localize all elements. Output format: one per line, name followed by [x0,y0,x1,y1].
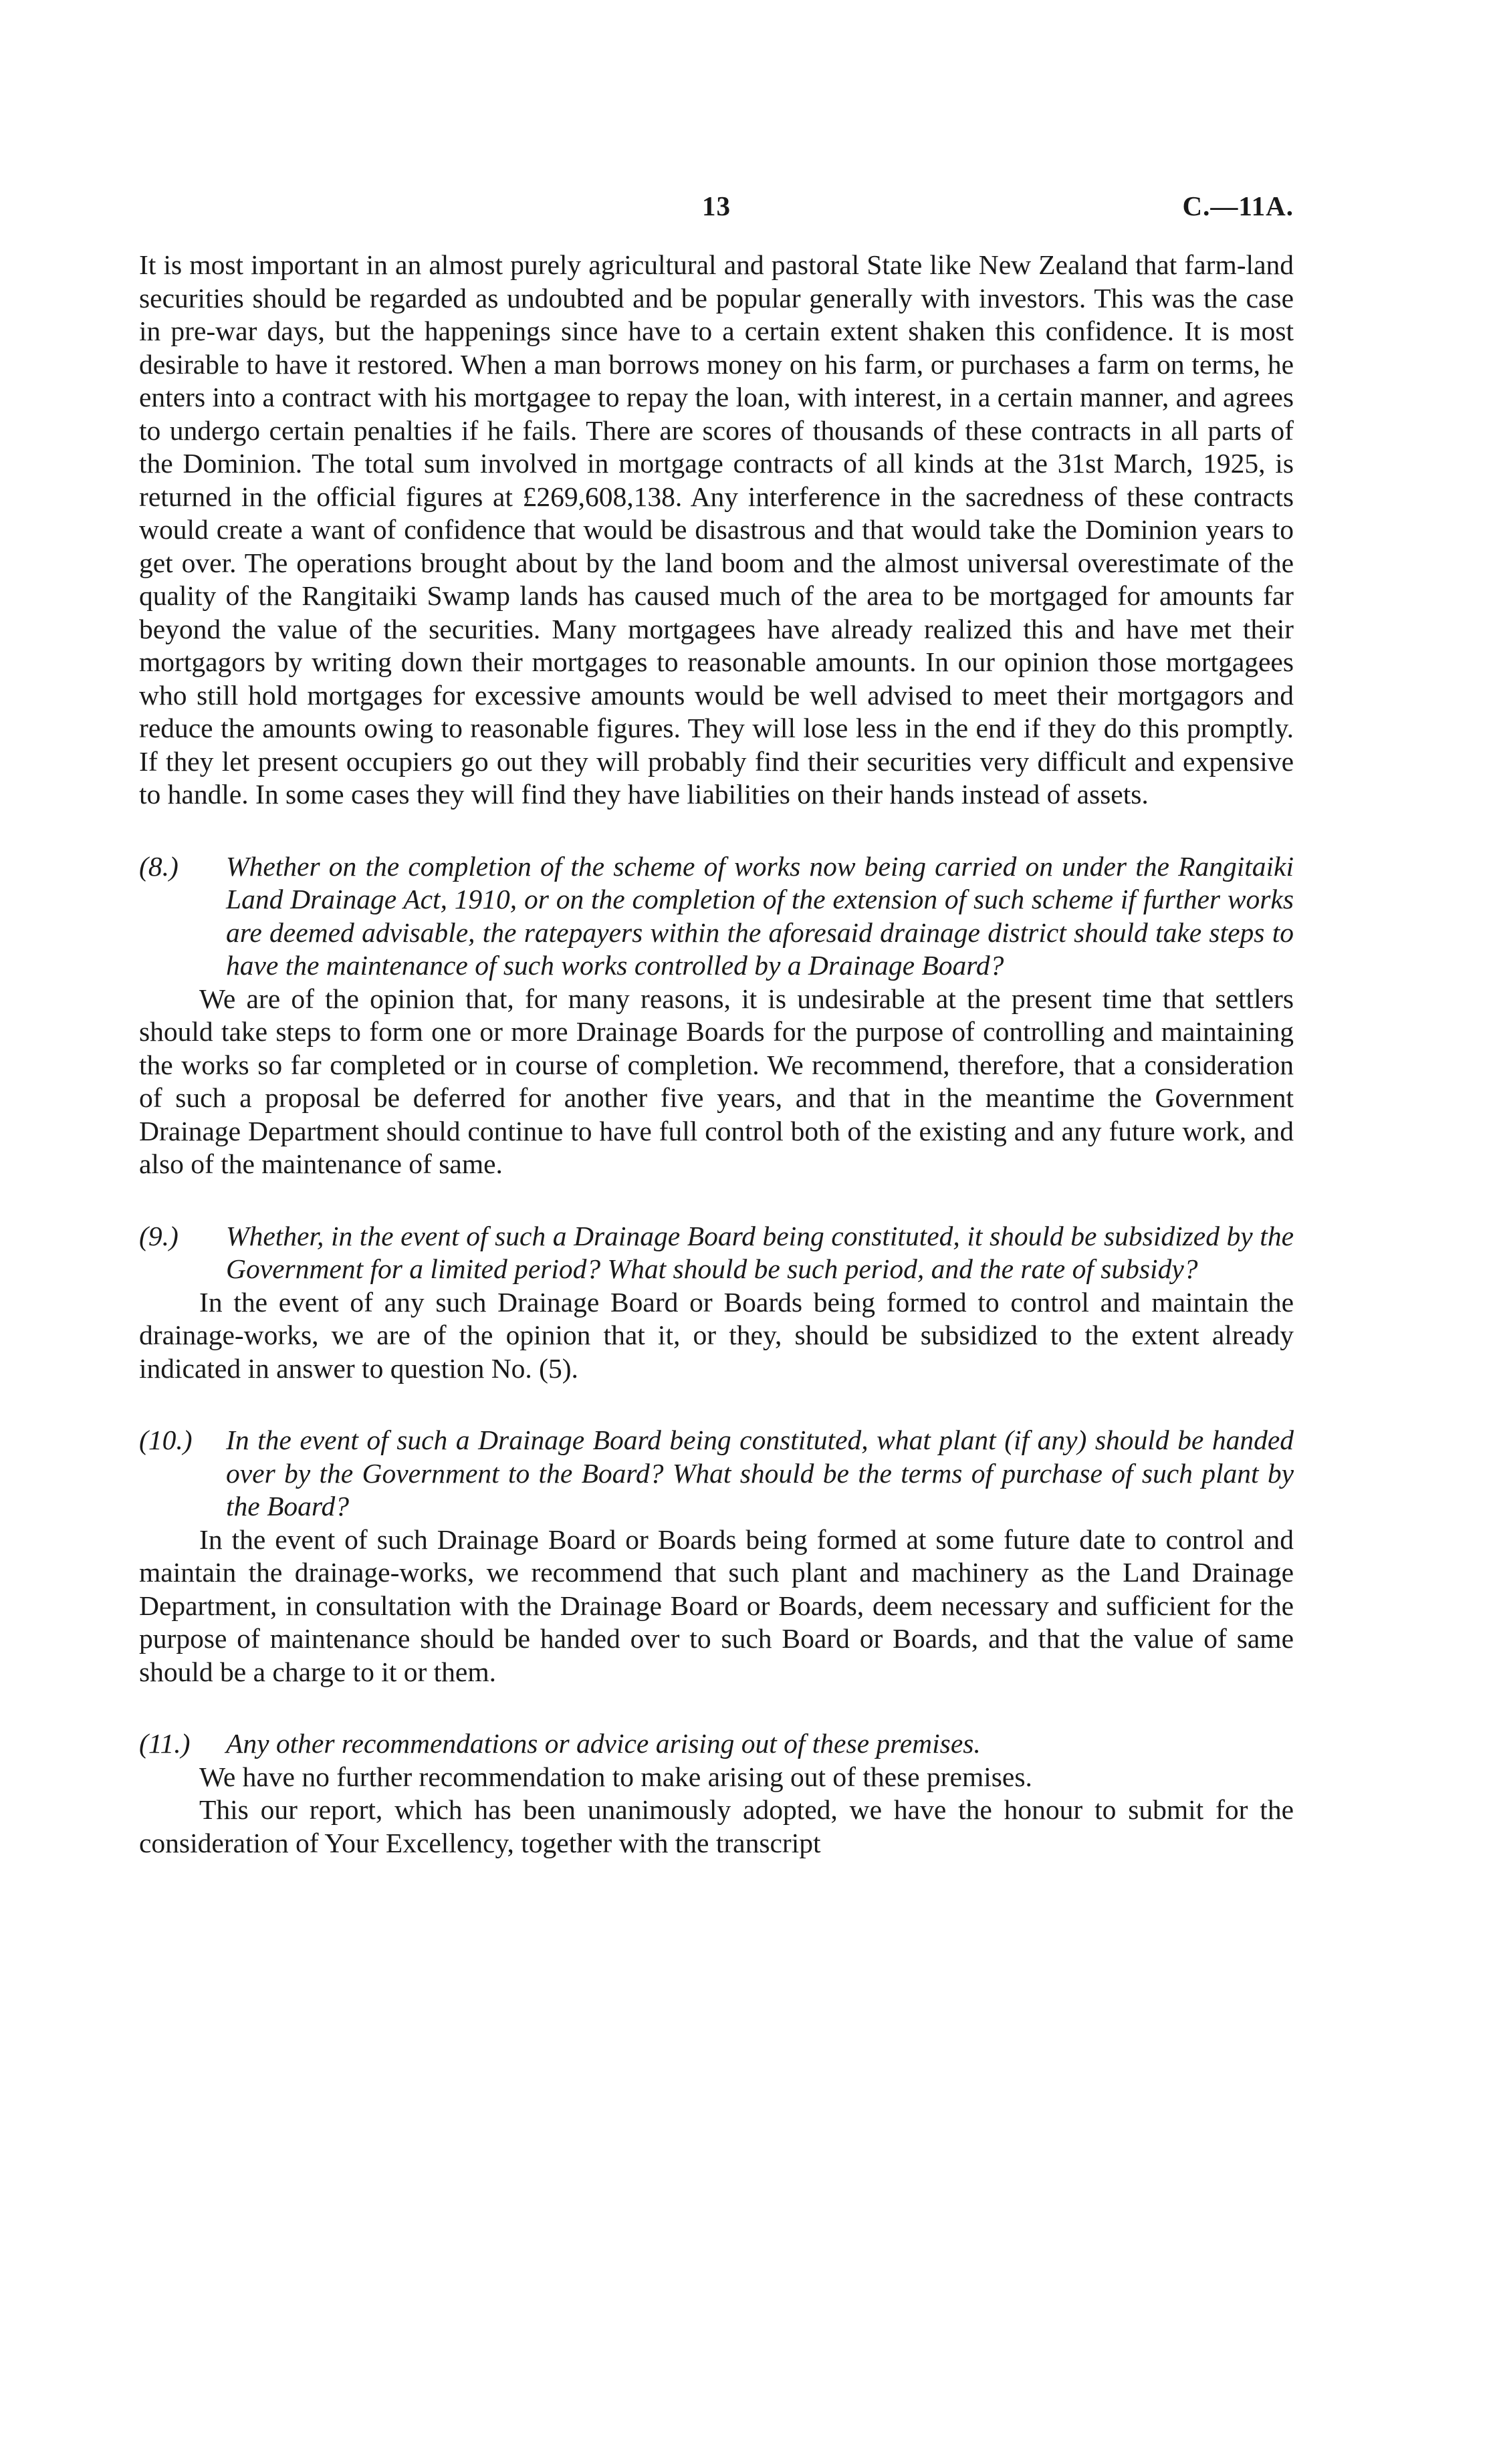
question-8 [139,850,1294,983]
answer-9: In the event of any such Drainage Board or Boards being formed to control and maintain the drainage-works, we are of the opinion that it, or they, should be subsidized to the extent already indicated in answer to question No. (5). [139,1286,1294,1384]
question-9 [139,1220,1294,1286]
question-number: (11.) [139,1728,191,1759]
document-reference: C.—11A. [1182,191,1294,221]
answer-10: In the event of such Drainage Board or Boards being formed at some future date to control and maintain the drainage-works, we recommend that such plant and machinery as the Land Drainage Department, in consultation with the Drainage Board or Boards, deem necessary and sufficient for the purpose of maintenance should be handed over to such Board or Boards, and that the value of same should be a charge to it or them. [139,1523,1294,1687]
question-10 [139,1424,1294,1523]
page-body [139,249,1294,1860]
question-number: (9.) [139,1220,179,1251]
question-text: In the event of such a Drainage Board being constituted, what plant (if any) should be handed over by the Government to the Board? What should be the terms of purchase of such plant by the Board? [226,1425,1294,1521]
question-text: Whether on the completion of the scheme of works now being carried on under the Rangitaiki Land Drainage Act, 1910, or on the completion of the extension of such scheme if further works are deemed advisable, the ratepayers within the aforesaid drainage district should take steps to have the maintenance of such works controlled by a Drainage Board? [226,850,1294,981]
paragraph-mortgage-securities: It is most important in an almost purely agricultural and pastoral State like New Zealand that farm-land securities should be regarded as undoubted and be popular generally with investors. This was the case in pre-war days, but the happenings since have to a certain extent shaken this confidence. It is most desirable to have it restored. When a man borrows money on his farm, or purchases a farm on terms, he enters into a contract with his mortgagee to repay the loan, with interest, in a certain manner, and agrees to undergo certain penalties if he fails. There are scores of thousands of these contracts in all parts of the Dominion. The total sum involved in mortgage contracts of all kinds at the 31st March, 1925, is returned in the official figures at £269,608,138. Any interference in the sacredness of these contracts would create a want of confidence that would be disastrous and that would take the Dominion years to get over. The operations brought about by the land boom and the almost universal overestimate of the quality of the Rangitaiki Swamp lands has caused much of the area to be mortgaged for amounts far beyond the value of the securities. Many mortgagees have already realized this and have met their mortgagors by writing down their mortgages to reasonable amounts. In our opinion those mortgagees who still hold mortgages for excessive amounts would be well advised to meet their mortgagors and reduce the amounts owing to reasonable figures. They will lose less in the end if they do this promptly. If they let present occupiers go out they will probably find their securities very difficult and expensive to handle. In some cases they will find they have liabilities on their hands instead of assets. [139,249,1294,810]
question-text: Whether, in the event of such a Drainage Board being constituted, it should be subsidized by the Government for a limited period? What should be such period, and the rate of subsidy? [226,1220,1294,1284]
page-number: 13 [702,191,731,221]
question-11 [139,1727,1294,1761]
question-text: Any other recommendations or advice arising out of these premises. [226,1728,981,1759]
question-number: (8.) [139,850,179,882]
answer-8: We are of the opinion that, for many reasons, it is undesirable at the present time that settlers should take steps to form one or more Drainage Boards for the purpose of controlling and maintaining the works so far completed or in course of completion. We recommend, therefore, that a consideration of such a proposal be deferred for another five years, and that in the meantime the Government Drainage Department should continue to have full control both of the existing and any future work, and also of the maintenance of same. [139,983,1294,1179]
question-number: (10.) [139,1425,193,1455]
answer-11-first: We have no further recommendation to make arising out of these premises. [199,1761,1032,1792]
page-header [139,190,1294,230]
answer-11-second: This our report, which has been unanimously adopted, we have the honour to submit for the consideration of Your Excellency, together with the transcript [139,1794,1294,1858]
